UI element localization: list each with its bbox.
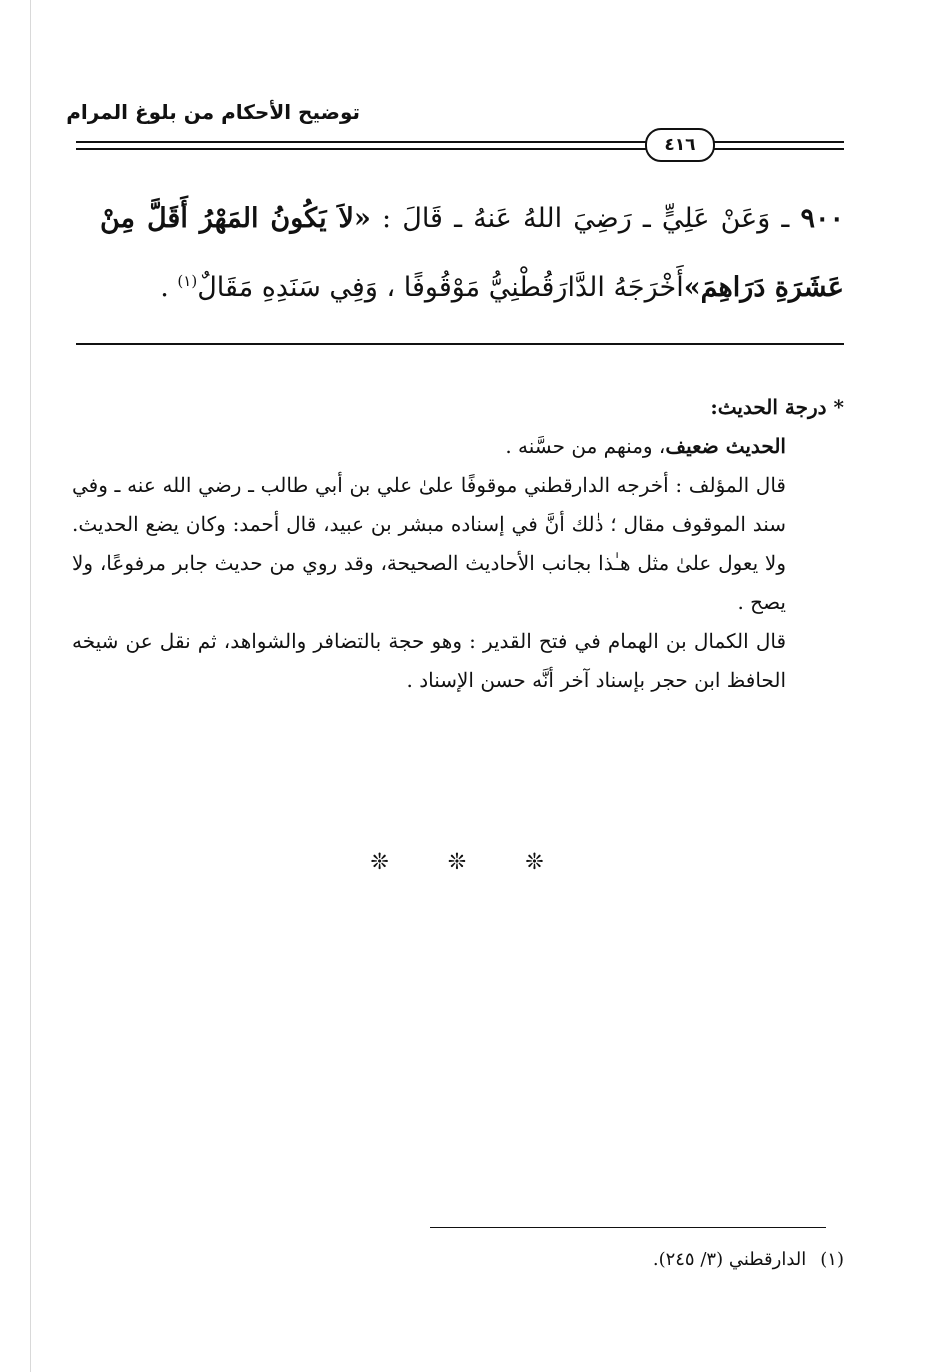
commentary-paragraph-3: قال الكمال بن الهمام في فتح القدير : وهو حجة بالتضافر والشواهد، ثم نقل عن شيخه الحافظ ابن حجر بإسناد آخر أنَّه حسن الإسناد . <box>72 629 786 692</box>
footnote-text: الدارقطني (٣/ ٢٤٥). <box>652 1249 807 1270</box>
page-number-badge: ٤١٦ <box>645 128 715 162</box>
section-divider <box>76 343 844 345</box>
hadith-outro: أَخْرَجَهُ الدَّارَقُطْنِيُّ مَوْقُوفًا ، وَفِي سَنَدِهِ مَقَالٌ <box>197 272 684 303</box>
footnote <box>653 1249 844 1270</box>
footnote-rule <box>430 1227 826 1228</box>
header-rule-bottom <box>76 148 844 150</box>
grading-rest: ، ومنهم من حسَّنه . <box>505 434 666 458</box>
hadith-intro: ـ وَعَنْ عَلِيٍّ ـ رَضِيَ اللهُ عَنهُ ـ قَالَ : <box>381 203 790 234</box>
section-heading: * درجة الحديث: <box>710 395 844 419</box>
header-rule-top <box>76 141 844 143</box>
commentary-paragraph-2: قال المؤلف : أخرجه الدارقطني موقوفًا علىٰ علي بن أبي طالب ـ رضي الله عنه ـ وفي سند الموقوف مقال ؛ ذٰلك أنَّ في إسناده مبشر بن عبيد، قال أحمد: وكان يضع الحديث. ولا يعول علىٰ مثل هـٰذا بجانب الأحاديث الصحيحة، وقد روي من حديث جابر مرفوعًا، ولا يصح . <box>72 473 786 614</box>
commentary-paragraph-1 <box>72 427 844 466</box>
scan-edge-line <box>30 0 31 1372</box>
footnote-reference: (١) <box>177 272 198 290</box>
hadith-number: ٩٠٠ <box>800 203 844 234</box>
hadith-quote: «لاَ يَكُونُ المَهْرُ أَقَلَّ مِنْ عَشَرَةِ دَرَاهِمَ» <box>100 203 844 303</box>
hadith-end-mark: . <box>160 272 169 303</box>
running-header-title: توضيح الأحكام من بلوغ المرام <box>66 100 360 124</box>
commentary-section <box>72 388 844 700</box>
footnote-number: (١) <box>820 1249 844 1270</box>
hadith-text <box>100 188 844 319</box>
grading-verdict: الحديث ضعيف <box>665 434 786 458</box>
section-separator-stars: ❊ ❊ ❊ <box>370 850 570 875</box>
